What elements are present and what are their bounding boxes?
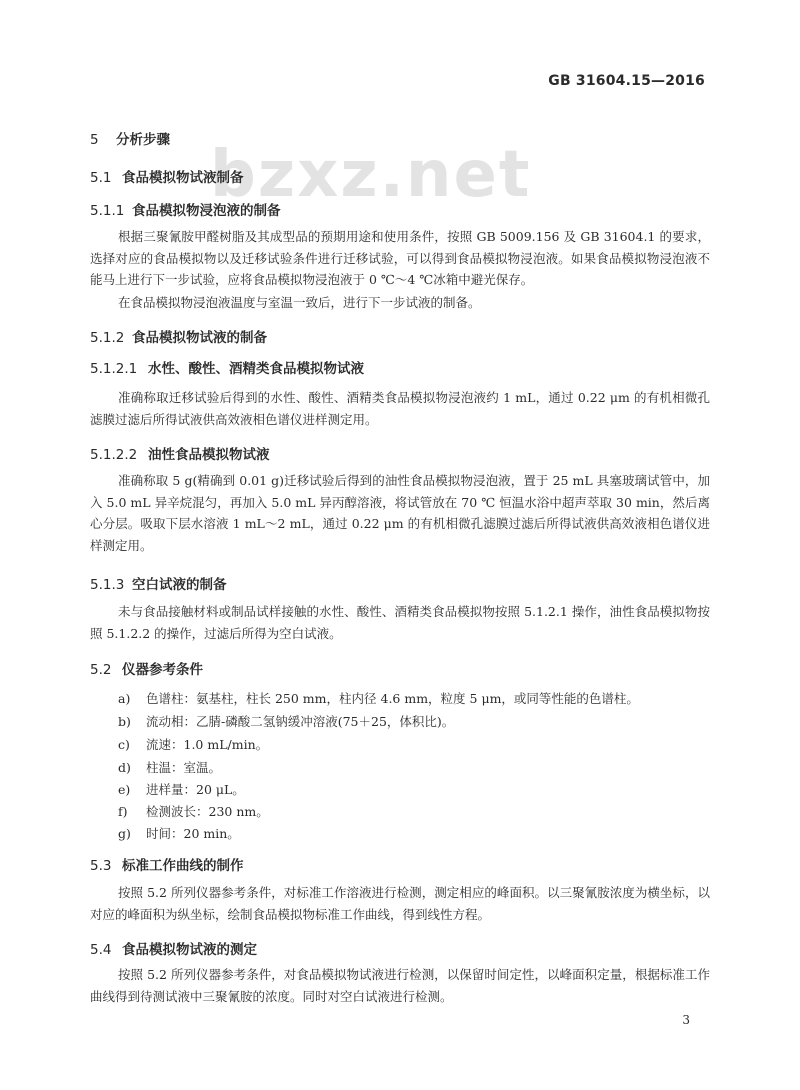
section-number: 5.2 — [90, 662, 112, 678]
list-item — [118, 689, 639, 707]
section-title: 空白试液的制备 — [132, 577, 227, 593]
section-number: 5.1.2 — [90, 330, 125, 346]
section-5-3-heading — [90, 854, 244, 874]
list-item — [118, 735, 268, 753]
paragraph-5-1-3: 未与食品接触材料或制品试样接触的水性、酸性、酒精类食品模拟物按照 5.1.2.1 操作，油性食品模拟物按照 5.1.2.2 的操作，过滤后所得为空白试液。 — [90, 604, 710, 641]
list-item-text: 流速：1.0 mL/min。 — [146, 737, 269, 752]
section-title: 食品模拟物试液的测定 — [122, 942, 257, 958]
section-number: 5.1 — [90, 170, 112, 186]
section-number: 5.1.3 — [90, 577, 125, 593]
section-title: 分析步骤 — [116, 132, 170, 148]
section-5-1-1-heading — [90, 199, 281, 219]
section-5-2-heading — [90, 658, 203, 678]
page-number: 3 — [682, 1013, 690, 1027]
section-title: 水性、酸性、酒精类食品模拟物试液 — [148, 361, 364, 377]
list-item-text: 色谱柱：氨基柱，柱长 250 mm，柱内径 4.6 mm，粒度 5 μm，或同等性能的色谱柱。 — [146, 691, 639, 706]
paragraph-5-3: 按照 5.2 所列仪器参考条件，对标准工作溶液进行检测，测定相应的峰面积。以三聚氰胺浓度为横坐标，以对应的峰面积为纵坐标，绘制食品模拟物标准工作曲线，得到线性方程。 — [90, 885, 710, 922]
section-5-1-3-heading — [90, 573, 227, 593]
list-marker: d) — [118, 760, 131, 775]
list-marker: b) — [118, 714, 131, 729]
section-title: 食品模拟物试液制备 — [122, 170, 244, 186]
section-title: 仪器参考条件 — [122, 662, 203, 678]
watermark: bzxz.net — [210, 138, 532, 212]
paragraph-5-4: 按照 5.2 所列仪器参考条件，对食品模拟物试液进行检测，以保留时间定性，以峰面积定量，根据标准工作曲线得到待测试液中三聚氰胺的浓度。同时对空白试液进行检测。 — [90, 967, 710, 1004]
section-title: 标准工作曲线的制作 — [122, 858, 244, 874]
list-item-text: 检测波长：230 nm。 — [146, 804, 269, 819]
section-5-1-2-heading — [90, 326, 267, 346]
section-title: 食品模拟物试液的制备 — [132, 330, 267, 346]
list-item-text: 进样量：20 μL。 — [146, 782, 245, 797]
paragraph-5-1-2-2: 准确称取 5 g(精确到 0.01 g)迁移试验后得到的油性食品模拟物浸泡液，置于 25 mL 具塞玻璃试管中，加入 5.0 mL 异辛烷混匀，再加入 5.0 mL 异丙醇溶液，将试管放在 70 ℃ 恒温水浴中超声萃取 30 min，然后离心分层。吸取下层水溶液 1 mL～2 mL，通过 0.22 μm 的有机相微孔滤膜过滤后所得试液供高效液相色谱仪进样测定用。 — [90, 473, 710, 553]
section-number: 5 — [90, 132, 99, 148]
section-5-1-2-1-heading — [90, 357, 364, 377]
list-item — [118, 712, 454, 730]
list-item-text: 柱温：室温。 — [146, 760, 222, 775]
section-5-1-2-2-heading — [90, 443, 270, 463]
list-item — [118, 780, 245, 798]
section-number: 5.4 — [90, 942, 112, 958]
list-item-text: 流动相：乙腈-磷酸二氢钠缓冲溶液(75＋25，体积比)。 — [146, 714, 455, 729]
standard-number: GB 31604.15—2016 — [548, 73, 705, 89]
section-5-4-heading — [90, 938, 257, 958]
list-marker: a) — [118, 691, 131, 706]
list-marker: e) — [118, 782, 131, 797]
paragraph-5-1-1-b: 在食品模拟物浸泡液温度与室温一致后，进行下一步试液的制备。 — [118, 295, 481, 310]
list-item — [118, 802, 269, 820]
list-item — [118, 758, 221, 776]
paragraph-5-1-2-1: 准确称取迁移试验后得到的水性、酸性、酒精类食品模拟物浸泡液约 1 mL，通过 0.22 μm 的有机相微孔滤膜过滤后所得试液供高效液相色谱仪进样测定用。 — [90, 390, 710, 427]
list-marker: f) — [118, 804, 128, 819]
list-marker: c) — [118, 737, 130, 752]
section-title: 油性食品模拟物试液 — [148, 447, 270, 463]
section-number: 5.1.2.2 — [90, 447, 138, 463]
section-number: 5.3 — [90, 858, 112, 874]
list-item — [118, 824, 240, 842]
list-item-text: 时间：20 min。 — [146, 826, 240, 841]
paragraph-5-1-1-a: 根据三聚氰胺甲醛树脂及其成型品的预期用途和使用条件，按照 GB 5009.156 及 GB 31604.1 的要求，选择对应的食品模拟物以及迁移试验条件进行迁移试验，可以得到食品模拟物浸泡液。如果食品模拟物浸泡液不能马上进行下一步试验，应将食品模拟物浸泡液于 0 ℃～4 ℃冰箱中避光保存。 — [90, 229, 710, 287]
list-marker: g) — [118, 826, 131, 841]
section-title: 食品模拟物浸泡液的制备 — [132, 203, 281, 219]
section-number: 5.1.1 — [90, 203, 125, 219]
section-5-1-heading — [90, 166, 244, 186]
section-5-heading — [90, 128, 170, 148]
section-number: 5.1.2.1 — [90, 361, 138, 377]
